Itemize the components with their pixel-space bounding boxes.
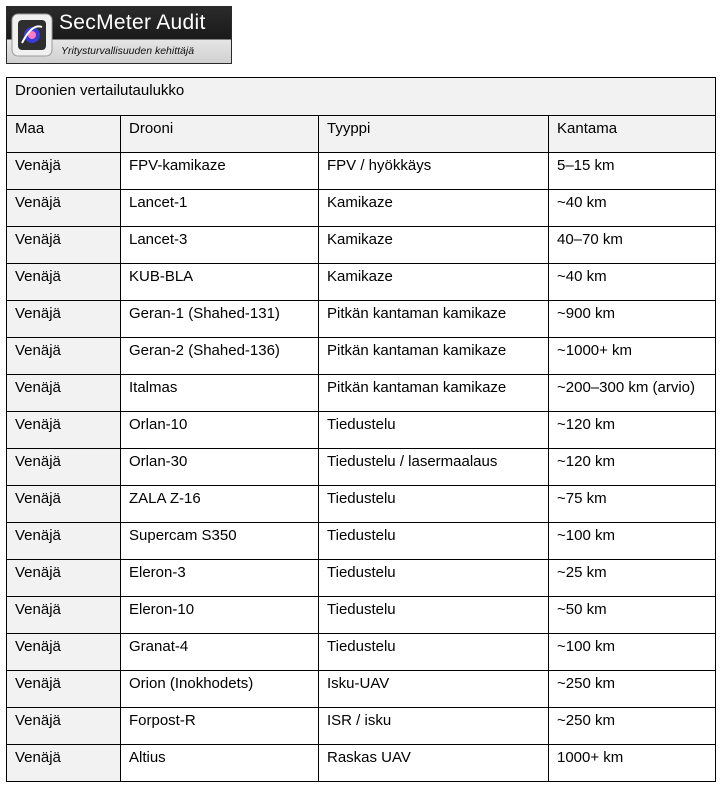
cell-kantama: ~100 km (549, 634, 716, 671)
cell-kantama: ~900 km (549, 301, 716, 338)
table-row (7, 412, 716, 449)
cell-kantama: 1000+ km (549, 745, 716, 782)
logo-tagline: Yritysturvallisuuden kehittäjä (61, 45, 195, 57)
cell-tyyppi: Pitkän kantaman kamikaze (319, 375, 549, 412)
cell-drooni: ZALA Z-16 (121, 486, 319, 523)
cell-drooni: Eleron-3 (121, 560, 319, 597)
column-header-tyyppi: Tyyppi (319, 116, 549, 153)
cell-drooni: Orion (Inokhodets) (121, 671, 319, 708)
cell-kantama: ~40 km (549, 190, 716, 227)
cell-maa: Venäjä (7, 486, 121, 523)
table-row (7, 190, 716, 227)
table-row (7, 560, 716, 597)
cell-tyyppi: Tiedustelu (319, 634, 549, 671)
cell-maa: Venäjä (7, 745, 121, 782)
table-row (7, 449, 716, 486)
cell-drooni: FPV-kamikaze (121, 153, 319, 190)
table-row (7, 745, 716, 782)
cell-kantama: ~120 km (549, 449, 716, 486)
cell-maa: Venäjä (7, 634, 121, 671)
cell-tyyppi: FPV / hyökkäys (319, 153, 549, 190)
cell-drooni: Altius (121, 745, 319, 782)
cell-tyyppi: Tiedustelu (319, 523, 549, 560)
cell-kantama: ~120 km (549, 412, 716, 449)
cell-drooni: Orlan-10 (121, 412, 319, 449)
drone-comparison-table (6, 77, 716, 782)
cell-tyyppi: Tiedustelu / lasermaalaus (319, 449, 549, 486)
logo-title: SecMeter Audit (59, 11, 206, 34)
cell-maa: Venäjä (7, 597, 121, 634)
table-row (7, 634, 716, 671)
cell-maa: Venäjä (7, 264, 121, 301)
cell-drooni: KUB-BLA (121, 264, 319, 301)
cell-kantama: ~250 km (549, 671, 716, 708)
cell-drooni: Geran-1 (Shahed-131) (121, 301, 319, 338)
table-row (7, 301, 716, 338)
table-row (7, 153, 716, 190)
column-header-kantama: Kantama (549, 116, 716, 153)
cell-kantama: ~100 km (549, 523, 716, 560)
cell-tyyppi: Kamikaze (319, 190, 549, 227)
table-header-row (7, 116, 716, 153)
cell-kantama: ~40 km (549, 264, 716, 301)
cell-tyyppi: Raskas UAV (319, 745, 549, 782)
cell-maa: Venäjä (7, 301, 121, 338)
cell-drooni: Italmas (121, 375, 319, 412)
table-row (7, 671, 716, 708)
cell-drooni: Geran-2 (Shahed-136) (121, 338, 319, 375)
table-row (7, 375, 716, 412)
cell-drooni: Orlan-30 (121, 449, 319, 486)
cell-maa: Venäjä (7, 523, 121, 560)
cell-drooni: Supercam S350 (121, 523, 319, 560)
cell-drooni: Granat-4 (121, 634, 319, 671)
cell-kantama: 40–70 km (549, 227, 716, 264)
table-row (7, 264, 716, 301)
cell-kantama: ~25 km (549, 560, 716, 597)
cell-tyyppi: Pitkän kantaman kamikaze (319, 301, 549, 338)
column-header-drooni: Drooni (121, 116, 319, 153)
cell-tyyppi: Pitkän kantaman kamikaze (319, 338, 549, 375)
table-caption-row (7, 78, 716, 116)
table-row (7, 708, 716, 745)
cell-drooni: Eleron-10 (121, 597, 319, 634)
cell-kantama: ~50 km (549, 597, 716, 634)
cell-kantama: ~1000+ km (549, 338, 716, 375)
cell-maa: Venäjä (7, 449, 121, 486)
cell-tyyppi: Tiedustelu (319, 486, 549, 523)
column-header-maa: Maa (7, 116, 121, 153)
table-caption: Droonien vertailutaulukko (7, 78, 716, 116)
secmeter-logo-icon (11, 13, 53, 57)
cell-kantama: ~200–300 km (arvio) (549, 375, 716, 412)
cell-drooni: Lancet-3 (121, 227, 319, 264)
cell-tyyppi: Tiedustelu (319, 597, 549, 634)
cell-maa: Venäjä (7, 190, 121, 227)
table-row (7, 227, 716, 264)
cell-maa: Venäjä (7, 375, 121, 412)
cell-drooni: Lancet-1 (121, 190, 319, 227)
cell-tyyppi: Tiedustelu (319, 560, 549, 597)
cell-kantama: ~250 km (549, 708, 716, 745)
cell-tyyppi: Kamikaze (319, 227, 549, 264)
cell-tyyppi: Isku-UAV (319, 671, 549, 708)
cell-maa: Venäjä (7, 153, 121, 190)
table-row (7, 486, 716, 523)
cell-maa: Venäjä (7, 412, 121, 449)
cell-maa: Venäjä (7, 560, 121, 597)
company-logo (6, 6, 232, 64)
cell-drooni: Forpost-R (121, 708, 319, 745)
table-row (7, 338, 716, 375)
table-row (7, 597, 716, 634)
cell-maa: Venäjä (7, 338, 121, 375)
cell-maa: Venäjä (7, 671, 121, 708)
cell-kantama: ~75 km (549, 486, 716, 523)
table-row (7, 523, 716, 560)
cell-tyyppi: Tiedustelu (319, 412, 549, 449)
cell-tyyppi: Kamikaze (319, 264, 549, 301)
cell-tyyppi: ISR / isku (319, 708, 549, 745)
cell-maa: Venäjä (7, 708, 121, 745)
cell-kantama: 5–15 km (549, 153, 716, 190)
cell-maa: Venäjä (7, 227, 121, 264)
